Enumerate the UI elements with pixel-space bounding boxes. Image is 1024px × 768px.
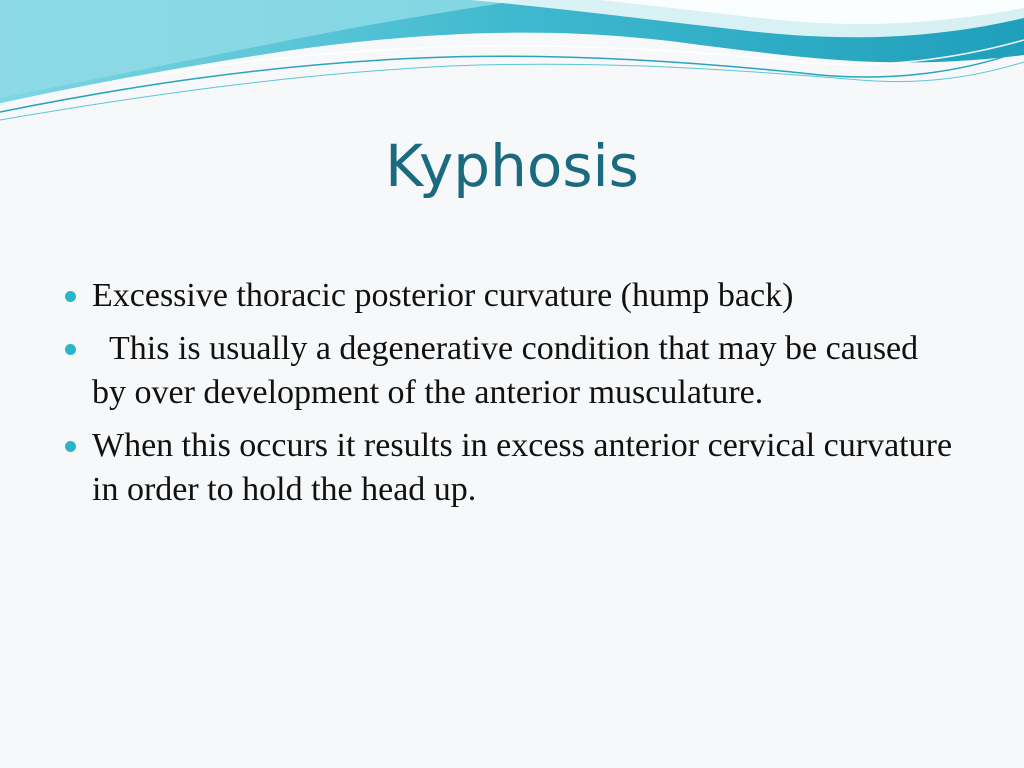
bullet-dot-icon [65, 291, 76, 302]
bullet-item [60, 327, 960, 415]
bullet-list [60, 274, 960, 521]
header-wave-decoration [0, 0, 1024, 130]
bullet-dot-icon [65, 441, 76, 452]
bullet-text: This is usually a degenerative condition that may be caused by over development of the anterior musculature. [92, 330, 927, 411]
bullet-dot-icon [65, 344, 76, 355]
bullet-text: When this occurs it results in excess anterior cervical curvature in order to hold the head up. [92, 427, 961, 508]
slide-title: Kyphosis [385, 132, 639, 200]
bullet-text: Excessive thoracic posterior curvature (hump back) [92, 277, 794, 314]
bullet-item [60, 274, 960, 318]
bullet-item [60, 424, 960, 512]
